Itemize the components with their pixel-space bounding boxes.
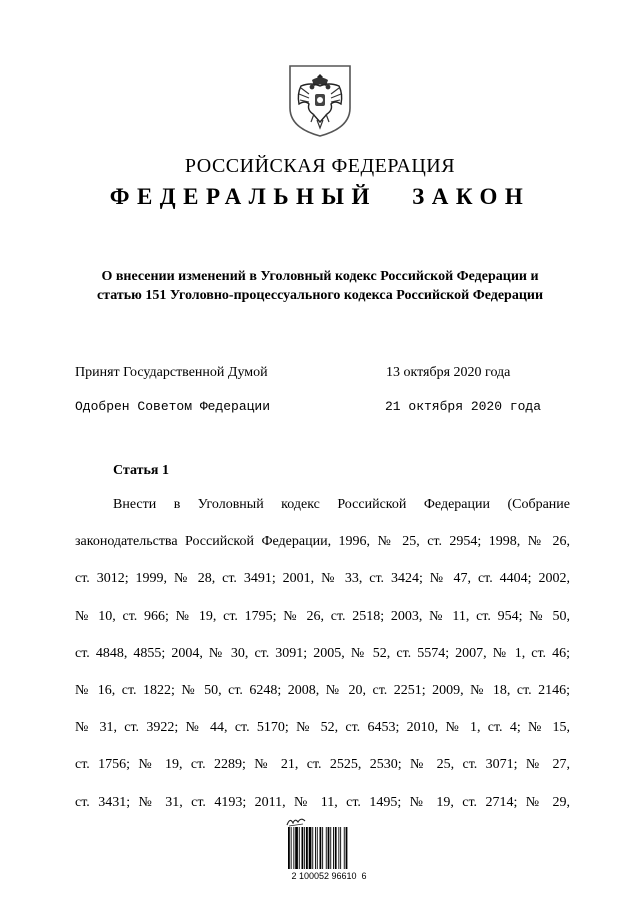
country-name: РОССИЙСКАЯ ФЕДЕРАЦИЯ — [184, 155, 456, 177]
law-title-line-2: статью 151 Уголовно-процессуального кодекса Российской Федерации — [96, 288, 544, 303]
coat-of-arms-icon — [287, 64, 353, 138]
barcode — [288, 827, 372, 869]
law-title-line-1: О внесении изменений в Уголовный кодекс Российской Федерации и — [101, 269, 539, 284]
signature-mark-icon — [286, 815, 306, 827]
barcode-bar — [295, 827, 298, 869]
duma-adoption-date: 13 октября 2020 года — [386, 365, 511, 380]
duma-adoption-label: Принят Государственной Думой — [75, 365, 268, 380]
barcode-bar — [335, 827, 337, 869]
council-approval-date: 21 октября 2020 года — [385, 399, 542, 414]
barcode-bar — [322, 827, 323, 869]
article-text-line: законодательства Российской Федерации, 1996, № 25, ст. 2954; 1998, № 26, — [75, 534, 570, 550]
law-title — [60, 267, 580, 305]
article-text-line: ст. 3012; 1999, № 28, ст. 3491; 2001, № 33, ст. 3424; № 47, ст. 4404; 2002, — [75, 571, 570, 587]
barcode-bar — [288, 827, 290, 869]
council-approval-label: Одобрен Советом Федерации — [75, 399, 271, 414]
barcode-bar — [291, 827, 292, 869]
article-text-line: ст. 1756; № 19, ст. 2289; № 21, ст. 2525, 2530; № 25, ст. 3071; № 27, — [75, 757, 570, 773]
article-text-line: ст. 3431; № 31, ст. 4193; 2011, № 11, ст. 1495; № 19, ст. 2714; № 29, — [75, 794, 570, 810]
barcode-bar — [317, 827, 318, 869]
barcode-bar — [326, 827, 327, 869]
barcode-bar — [304, 827, 305, 869]
barcode-bar — [333, 827, 334, 869]
barcode-bar — [293, 827, 294, 869]
barcode-bar — [338, 827, 339, 869]
article-text-line: № 16, ст. 1822; № 50, ст. 6248; 2008, № 20, ст. 2251; 2009, № 18, ст. 2146; — [75, 682, 570, 698]
barcode-bar — [315, 827, 316, 869]
article-text-line: № 31, ст. 3922; № 44, ст. 5170; № 52, ст. 6453; 2010, № 1, ст. 4; № 15, — [75, 720, 570, 736]
barcode-bar — [330, 827, 331, 869]
barcode-bar — [302, 827, 304, 869]
barcode-bar — [340, 827, 341, 869]
barcode-bar — [328, 827, 330, 869]
barcode-bar — [312, 827, 313, 869]
article-text-line: № 10, ст. 966; № 19, ст. 1795; № 26, ст. 2518; 2003, № 11, ст. 954; № 50, — [75, 608, 570, 624]
barcode-bar — [306, 827, 308, 869]
law-type-heading: ФЕДЕРАЛЬНЫЙ ЗАКОН — [109, 184, 531, 209]
barcode-bar — [320, 827, 322, 869]
article-text-line: Внести в Уголовный кодекс Российской Федерации (Собрание — [113, 497, 570, 512]
barcode-bar — [299, 827, 300, 869]
barcode-number: 2 100052 96610 6 — [291, 871, 367, 881]
barcode-bar — [309, 827, 312, 869]
barcode-bar — [344, 827, 345, 869]
barcode-bar — [346, 827, 348, 869]
article-1-body — [75, 494, 570, 829]
article-1-heading: Статья 1 — [113, 463, 169, 478]
article-text-line: ст. 4848, 4855; 2004, № 30, ст. 3091; 2005, № 52, ст. 5574; 2007, № 1, ст. 46; — [75, 645, 570, 661]
